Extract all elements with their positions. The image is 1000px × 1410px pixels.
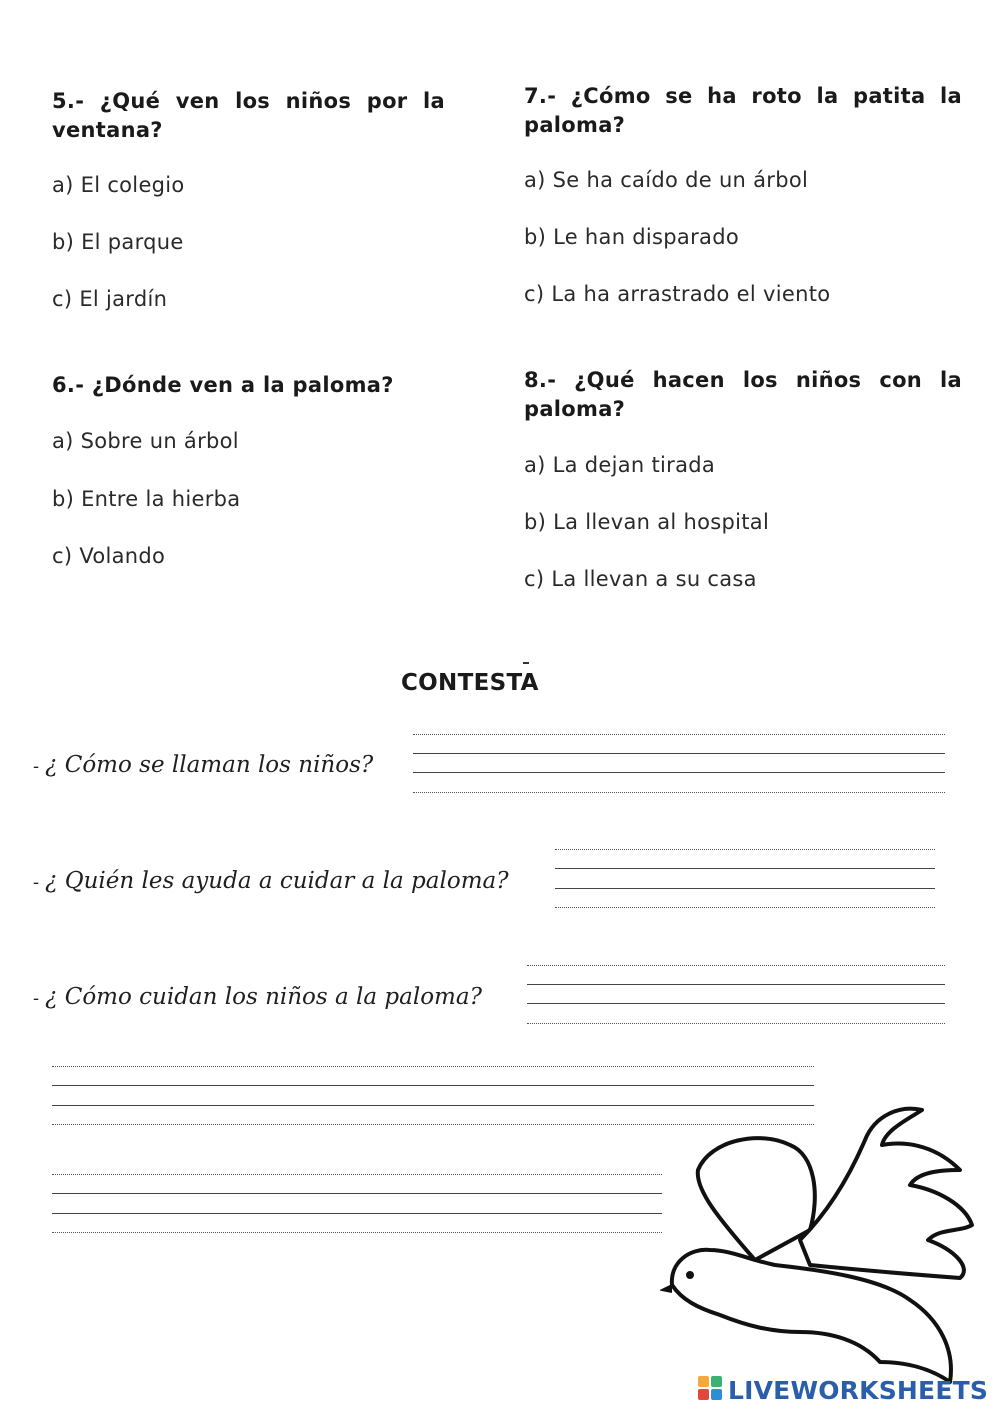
answer-line-3c[interactable] — [527, 1003, 945, 1004]
question-7-option-c[interactable]: c) La ha arrastrado el viento — [524, 282, 831, 306]
answer-line-3b[interactable] — [527, 984, 945, 985]
question-8-option-b[interactable]: b) La llevan al hospital — [524, 510, 770, 534]
writing-line-5a[interactable] — [52, 1174, 662, 1175]
answer-line-2c[interactable] — [555, 888, 935, 889]
question-8-title: 8.- ¿Qué hacen los niños con la paloma? — [524, 368, 962, 421]
prompt-1-dash: - — [33, 756, 40, 777]
prompt-2-dash: - — [33, 872, 40, 893]
prompt-3-dash: - — [33, 988, 40, 1009]
answer-line-2b[interactable] — [555, 868, 935, 869]
liveworksheets-logo-icon — [698, 1376, 724, 1404]
answer-line-1a[interactable] — [413, 734, 945, 735]
prompt-3-text: ¿ Cómo cuidan los niños a la paloma? — [45, 984, 482, 1010]
prompt-1 — [33, 752, 373, 778]
question-6-title: 6.- ¿Dónde ven a la paloma? — [52, 373, 394, 397]
question-5-option-b[interactable]: b) El parque — [52, 230, 184, 254]
answer-line-1d[interactable] — [413, 792, 945, 793]
question-6-option-c[interactable]: c) Volando — [52, 544, 166, 568]
answer-line-3a[interactable] — [527, 965, 945, 966]
question-7-title: 7.- ¿Cómo se ha roto la patita la paloma? — [524, 84, 962, 137]
question-8-option-a[interactable]: a) La dejan tirada — [524, 453, 716, 477]
liveworksheets-logo — [698, 1375, 988, 1405]
dove-icon — [660, 1100, 990, 1390]
answer-line-1b[interactable] — [413, 753, 945, 754]
writing-line-4a[interactable] — [52, 1066, 814, 1067]
question-6-option-b[interactable]: b) Entre la hierba — [52, 487, 241, 511]
question-5-option-c[interactable]: c) El jardín — [52, 287, 168, 311]
writing-line-5c[interactable] — [52, 1213, 662, 1214]
answer-line-2a[interactable] — [555, 849, 935, 850]
answer-line-3d[interactable] — [527, 1023, 945, 1024]
question-5-option-a[interactable]: a) El colegio — [52, 173, 185, 197]
question-6-option-a[interactable]: a) Sobre un árbol — [52, 429, 239, 453]
question-7-option-a[interactable]: a) Se ha caído de un árbol — [524, 168, 809, 192]
question-7-option-b[interactable]: b) Le han disparado — [524, 225, 739, 249]
writing-line-5b[interactable] — [52, 1193, 662, 1194]
contesta-heading: CONTESTA — [401, 670, 539, 696]
prompt-1-text: ¿ Cómo se llaman los niños? — [45, 752, 374, 778]
question-8-option-c[interactable]: c) La llevan a su casa — [524, 567, 757, 591]
prompt-2 — [33, 868, 509, 894]
prompt-3 — [33, 984, 482, 1010]
liveworksheets-text: LIVEWORKSHEETS — [728, 1375, 989, 1405]
question-5-title: 5.- ¿Qué ven los niños por la ventana? — [52, 89, 445, 142]
answer-line-2d[interactable] — [555, 907, 935, 908]
prompt-2-text: ¿ Quién les ayuda a cuidar a la paloma? — [45, 868, 509, 894]
heading-tick-mark — [523, 662, 529, 664]
writing-line-5d[interactable] — [52, 1232, 662, 1233]
writing-line-4b[interactable] — [52, 1085, 814, 1086]
answer-line-1c[interactable] — [413, 772, 945, 773]
